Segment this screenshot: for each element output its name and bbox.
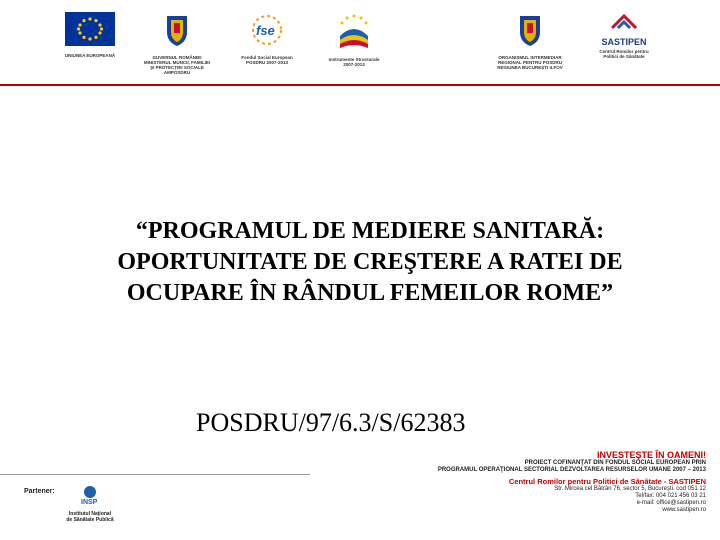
footer-divider [0,474,310,475]
footer-line-2: PROGRAMUL OPERAŢIONAL SECTORIAL DEZVOLTAREA RESURSELOR UMANE 2007 – 2013 [437,467,706,473]
eu-flag-icon [65,12,115,46]
eu-caption: UNIUNEA EUROPEANĂ [64,53,116,58]
eu-logo [62,12,118,58]
sastipen-brand: SASTIPEN [601,37,647,47]
instrumente-structurale-icon [334,12,374,50]
svg-text:fse: fse [256,23,275,38]
sastipen-logo [588,12,660,59]
fse-icon [247,12,287,48]
oi-caption: ORGANISMUL INTERMEDIAR REGIONAL PENTRU POSDRU REGIUNEA BUCUREŞTI ILFOV [497,55,563,70]
instrumente-caption: Instrumente Structurale 2007-2013 [328,57,380,67]
fse-logo [232,12,302,65]
coat-of-arms-icon [162,12,192,48]
footer-phone: Tel/fax: 004 021 456 03 21 [635,493,706,499]
footer-org: Centrul Romilor pentru Politici de Sănătate - SASTIPEN [508,477,706,486]
fse-caption: Fondul Social European POSDRU 2007-2013 [241,55,293,65]
footer-line-1: PROIECT COFINANŢAT DIN FONDUL SOCIAL EUROPEAN PRIN [524,460,706,466]
title-line-3: OCUPARE ÎN RÂNDUL FEMEILOR ROME” [126,280,614,306]
footer-slogan: INVESTEŞTE ÎN OAMENI! [596,450,706,460]
project-code: POSDRU/97/6.3/S/62383 [196,408,466,437]
title-line-2: OPORTUNITATE DE CREŞTERE A RATEI DE [117,249,623,275]
insp-logo [60,484,120,523]
sastipen-caption: Centrul Romilor pentru Politici de Sănătate [599,49,649,59]
page-title [40,216,700,309]
insp-logo-text: INSP [81,499,98,506]
header-divider [0,84,720,86]
partner-label: Partener: [24,488,55,495]
government-caption: GUVERNUL ROMÂNIEI MINISTERUL MUNCII, FAMILIEI ŞI PROTECŢIEI SOCIALE AMPOSDRU [143,55,211,75]
insp-caption: Institutul Naţional de Sănătate Publică [66,511,114,523]
footer-email: e-mail: office@sastipen.ro [636,500,706,506]
footer-address: Str. Mircea cel Bătrân 76, sector 5, Bucureşti, cod 051 12 [554,486,706,492]
sastipen-icon [604,12,644,32]
title-line-1: “PROGRAMUL DE MEDIERE SANITARĂ: [135,218,605,244]
government-logo [140,12,214,75]
logo-bar [0,0,720,80]
oi-logo [492,12,568,70]
coat-of-arms-icon [515,12,545,48]
instrumente-logo [322,12,386,67]
footer-info [376,450,706,514]
footer-web: www.sastipen.ro [662,507,706,513]
insp-icon [78,484,102,506]
